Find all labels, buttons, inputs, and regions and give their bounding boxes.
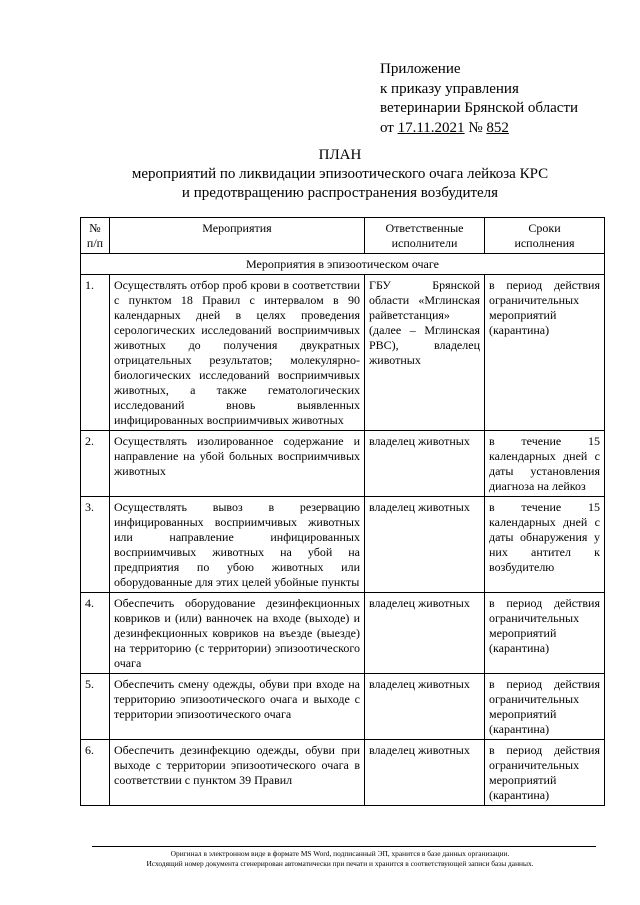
header-terms-line-2: исполнения <box>514 236 575 250</box>
row-responsible: владелец животных <box>365 674 485 740</box>
row-responsible: владелец животных <box>365 497 485 593</box>
header-terms-line-1: Сроки <box>528 221 561 235</box>
order-date: 17.11.2021 <box>397 119 465 136</box>
table-row <box>81 593 605 674</box>
row-term: в период действия ограничительных мероприятий (карантина) <box>485 674 605 740</box>
row-number: 6. <box>81 740 110 806</box>
row-responsible: ГБУ Брянской области «Мглинская райветстанция» (далее – Мглинская РВС), владелец животных <box>365 275 485 431</box>
row-term: в период действия ограничительных мероприятий (карантина) <box>485 275 605 431</box>
appendix-line-1: Приложение <box>380 61 461 77</box>
header-measures: Мероприятия <box>110 218 365 254</box>
appendix-date-line <box>380 119 578 139</box>
row-number: 3. <box>81 497 110 593</box>
header-terms <box>485 218 605 254</box>
table-row <box>81 431 605 497</box>
row-measure: Осуществлять изолированное содержание и направление на убой больных восприимчивых животных <box>110 431 365 497</box>
row-responsible: владелец животных <box>365 431 485 497</box>
footer-line-2: Исходящий номер документа сгенерирован автоматически при печати и хранится в соответствующей записи базы данных. <box>146 859 534 868</box>
section-row <box>81 254 605 275</box>
table-row <box>81 674 605 740</box>
row-number: 4. <box>81 593 110 674</box>
appendix-line-3: ветеринарии Брянской области <box>380 100 579 116</box>
row-term: в течение 15 календарных дней с даты обнаружения у них антител к возбудителю <box>485 497 605 593</box>
row-measure: Обеспечить дезинфекцию одежды, обуви при выходе с территории эпизоотического очага в соответствии с пунктом 39 Правил <box>110 740 365 806</box>
row-measure: Обеспечить смену одежды, обуви при входе на территорию эпизоотического очага и выходе с территории эпизоотического очага <box>110 674 365 740</box>
number-prefix: № <box>468 119 483 136</box>
section-title: Мероприятия в эпизоотическом очаге <box>81 254 605 275</box>
order-number: 852 <box>486 119 509 136</box>
header-num-line-1: № <box>89 221 101 235</box>
header-responsible <box>365 218 485 254</box>
header-responsible-line-2: исполнители <box>391 236 458 250</box>
document-subtitle-line-1: мероприятий по ликвидации эпизоотического очага лейкоза КРС <box>131 166 549 182</box>
document-subtitle-line-2: и предотвращению распространения возбудителя <box>181 185 499 201</box>
row-term: в течение 15 календарных дней с даты установления диагноза на лейкоз <box>485 431 605 497</box>
row-measure: Осуществлять отбор проб крови в соответствии с пунктом 18 Правил с интервалом в 90 календарных дней в целях проведения серологических исследований восприимчивых животных до получения двукратных отрицательных результатов; молекулярно-биологических исследований восприимчивых животных, а также гематологических исследований вновь выявленных инфицированных восприимчивых животных <box>110 275 365 431</box>
row-number: 1. <box>81 275 110 431</box>
table-row <box>81 497 605 593</box>
row-number: 2. <box>81 431 110 497</box>
row-responsible: владелец животных <box>365 593 485 674</box>
row-number: 5. <box>81 674 110 740</box>
footer-divider <box>92 846 596 847</box>
row-measure: Обеспечить оборудование дезинфекционных ковриков и (или) ванночек на входе (выходе) и дезинфекционных ковриков на въезде (выезде) на территорию (с территории) эпизоотического очага <box>110 593 365 674</box>
appendix-line-2: к приказу управления <box>380 80 519 97</box>
row-measure: Осуществлять вывоз в резервацию инфицированных восприимчивых животных или направление инфицированных восприимчивых животных на убой на предприятия по убою животных или оборудованные для этих целей убойные пункты <box>110 497 365 593</box>
table-row <box>81 740 605 806</box>
header-num <box>81 218 110 254</box>
footer-line-1: Оригинал в электронном виде в формате MS Word, подписанный ЭП, хранится в базе данных организации. <box>170 849 510 858</box>
date-prefix: от <box>380 119 394 136</box>
appendix-block <box>380 60 578 138</box>
header-responsible-line-1: Ответственные <box>385 221 464 235</box>
row-term: в период действия ограничительных мероприятий (карантина) <box>485 740 605 806</box>
row-responsible: владелец животных <box>365 740 485 806</box>
table-header-row <box>81 218 605 254</box>
table-row <box>81 275 605 431</box>
document-title: ПЛАН <box>318 147 362 163</box>
header-num-line-2: п/п <box>86 236 104 250</box>
plan-table <box>80 217 605 806</box>
row-term: в период действия ограничительных мероприятий (карантина) <box>485 593 605 674</box>
